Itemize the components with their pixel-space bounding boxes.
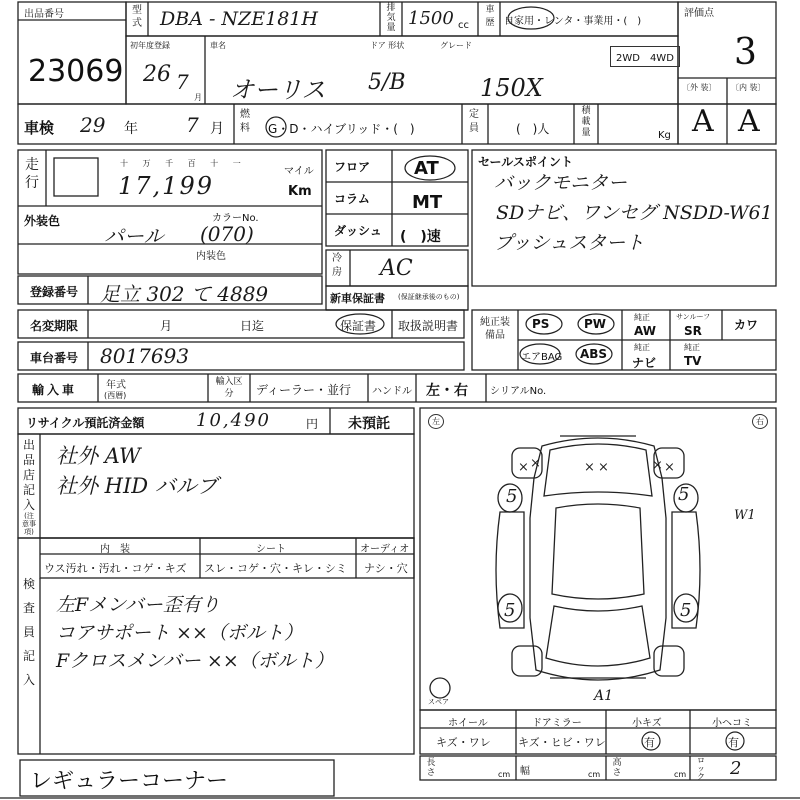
wheel-value: キズ・ワレ <box>436 736 491 749</box>
equip-aw: AW <box>634 324 656 338</box>
sales-point-line-3: プッシュスタート <box>494 232 645 254</box>
model-code: DBA - NZE181H <box>160 8 318 30</box>
at-circle-mark <box>402 153 458 183</box>
sales-point-label: セールスポイント <box>478 155 573 169</box>
equip-ps: PS <box>532 317 550 331</box>
fuel-options: G・D・ハイブリッド・( ) <box>268 122 415 136</box>
mark-x-hood-2: × <box>598 460 609 475</box>
exterior-color-label: 外装色 <box>24 214 61 228</box>
warranty-label: 新車保証書 <box>330 292 385 305</box>
first-reg-month: 7 <box>176 70 189 94</box>
grade-label: グレード <box>440 41 472 50</box>
small-scratch-head: 小キズ <box>632 718 662 729</box>
inspection-label: 車検 <box>24 119 55 137</box>
exterior-grade-label: 〔外 装〕 <box>682 83 717 92</box>
car-name: オーリス <box>230 76 326 104</box>
exterior-grade: A <box>692 104 714 139</box>
equip-sunroof-top: サンルーフ <box>676 313 711 321</box>
car-name-label: 車名 <box>210 41 226 50</box>
recycle-unit: 円 <box>306 417 319 431</box>
mirror-value: キズ・ヒビ・ワレ <box>518 736 606 749</box>
grade-value: 150X <box>480 74 543 102</box>
seller-note-line-2: 社外 HID バルブ <box>56 474 218 498</box>
door-label: ドア 形状 <box>370 41 405 50</box>
lot-number-label: 出品番号 <box>24 9 64 20</box>
interior-grade: A <box>738 104 760 139</box>
height-label: 高さ <box>612 758 622 778</box>
seller-note-line-1: 社外 AW <box>56 444 141 468</box>
mark-x-front-left: × <box>518 460 529 475</box>
lock-label: ロック <box>697 756 705 781</box>
import-model-year-sub: (西暦) <box>104 391 127 400</box>
inspection-year-unit: 年 <box>124 121 138 137</box>
first-reg-month-unit: 月 <box>194 93 202 102</box>
corner-label: レギュラーコーナー <box>30 769 229 794</box>
interior-col3: ナシ・穴 <box>364 562 408 575</box>
inspector-line-1: 左Fメンバー歪有り <box>56 594 220 616</box>
equip-navi-top: 純正 <box>634 343 650 352</box>
lot-number: 23069 <box>28 54 124 89</box>
capacity-label: 定員 <box>469 109 479 134</box>
diagram-right-label: 右 <box>752 414 768 429</box>
exterior-color-value: パール <box>104 224 164 248</box>
owner-manual: 取扱説明書 <box>398 319 459 333</box>
length-label: 長さ <box>426 758 436 778</box>
interior-grade-label: 〔内 装〕 <box>731 83 766 92</box>
capacity-value: ( )人 <box>516 122 550 136</box>
equip-sr: SR <box>684 324 702 338</box>
mileage-digit-caption: 十 万 千 百 十 一 <box>120 159 247 168</box>
equip-airbag: エアBAG <box>521 352 563 363</box>
seller-notes-label: 出品店記入 <box>22 438 35 512</box>
ac-value: AC <box>380 256 413 281</box>
equip-aw-top: 純正 <box>634 313 650 322</box>
mark-5-left-front: 5 <box>506 486 518 507</box>
height-unit: cm <box>674 770 687 779</box>
equipment-label: 純正装備品 <box>480 317 510 341</box>
model-code-label: 型式 <box>132 5 142 29</box>
fuel-label: 燃料 <box>240 109 250 134</box>
mark-w: W1 <box>734 508 756 523</box>
equipment-circle-marks <box>518 308 628 372</box>
inspector-line-3: Fクロスメンバー ××（ボルト） <box>56 650 334 672</box>
displacement-unit: cc <box>458 20 469 31</box>
handle-options: 左・右 <box>426 383 468 399</box>
diagram-left-label: 左 <box>428 414 444 429</box>
first-reg-year: 26 <box>143 62 171 87</box>
mark-x-hood-1: × <box>584 460 595 475</box>
bottom-table-circle-marks <box>420 729 776 755</box>
color-code-value: (070) <box>200 222 254 246</box>
equip-pw: PW <box>584 317 607 331</box>
mark-x-front-right: × <box>652 458 663 473</box>
score-label: 評価点 <box>684 8 714 19</box>
name-change-label: 名変期限 <box>30 319 79 333</box>
inspector-label: 検査員記入 <box>22 577 35 687</box>
interior-col1-head: 内 装 <box>100 544 130 555</box>
import-dealer: ディーラー・並行 <box>256 383 352 397</box>
interior-col2: スレ・コゲ・穴・キレ・シミ <box>204 562 347 575</box>
load-unit: Kg <box>658 130 671 141</box>
registration-label: 登録番号 <box>30 285 79 299</box>
interior-col3-head: オーディオ <box>360 544 410 555</box>
wheel-head: ホイール <box>448 718 488 729</box>
import-label: 輸入車 <box>32 383 78 397</box>
registration-value: 足立 302 て 4889 <box>100 282 269 306</box>
mark-5-right-rear: 5 <box>680 600 692 621</box>
color-code-label: カラーNo. <box>212 213 259 224</box>
equip-leather: カワ <box>734 318 759 332</box>
mark-a: A1 <box>594 688 614 704</box>
ac-label: 冷房 <box>332 253 342 278</box>
recycle-label: リサイクル預託済金額 <box>26 416 145 430</box>
mileage-value: 17,199 <box>118 172 214 200</box>
width-unit: cm <box>588 770 601 779</box>
inspection-month-unit: 月 <box>210 121 224 137</box>
warranty-circle-mark <box>334 311 386 337</box>
sales-point-line-2: SDナビ、ワンセグ NSDD-W61 <box>496 202 773 224</box>
inspection-year: 29 <box>80 113 106 137</box>
interior-color-label: 内装色 <box>196 251 226 262</box>
recycle-status: 未預託 <box>348 416 390 432</box>
chassis-value: 8017693 <box>100 344 190 368</box>
lock-value: 2 <box>730 758 742 779</box>
first-reg-label: 初年度登録 <box>130 41 170 50</box>
small-dent-head: 小ヘコミ <box>712 718 752 729</box>
mark-x-front-right-2: × <box>664 460 675 475</box>
interior-col1: ウス汚れ・汚れ・コゲ・キズ <box>44 562 187 575</box>
mileage-unit: Km <box>288 184 312 199</box>
mirror-head: ドアミラー <box>532 718 582 729</box>
fuel-circle-mark <box>264 115 288 139</box>
mark-5-left-rear: 5 <box>504 600 516 621</box>
score-value: 3 <box>734 32 757 73</box>
sales-point-line-1: バックモニター <box>494 172 628 194</box>
door-value: 5/B <box>368 70 406 95</box>
import-type-label: 輸入区分 <box>215 377 243 399</box>
import-model-year-label: 年式 <box>106 380 126 391</box>
chassis-label: 車台番号 <box>30 351 79 365</box>
interior-col2-head: シート <box>256 544 286 555</box>
speed-label: ( )速 <box>400 229 441 245</box>
mt-label: MT <box>412 192 443 213</box>
inspection-month: 7 <box>186 113 199 137</box>
shift-floor-label: フロア <box>334 160 371 174</box>
warranty-sub: (保証継承後のもの) <box>398 293 460 301</box>
drive-options: 2WD 4WD <box>610 46 680 67</box>
seller-notes-sub: (注意事項) <box>22 512 36 536</box>
equip-abs: ABS <box>580 347 608 361</box>
name-change-month: 月 <box>160 319 173 333</box>
spare-label: スペア <box>428 698 449 706</box>
usage-circle-mark <box>505 4 557 32</box>
small-scratch-value: 有 <box>644 736 655 749</box>
usage-options: 自家用・レンタ・事業用・( ) <box>504 16 642 27</box>
shift-column-label: コラム <box>334 192 370 206</box>
width-label: 幅 <box>520 766 530 777</box>
mark-5-right-front: 5 <box>678 484 690 505</box>
recycle-value: 10,490 <box>196 410 271 431</box>
equip-tv: TV <box>684 354 702 368</box>
mark-x-front-left-2: × <box>530 456 541 471</box>
displacement-label: 排気量 <box>386 3 396 33</box>
usage-label: 車歴 <box>485 5 495 28</box>
shift-dash-label: ダッシュ <box>334 224 382 238</box>
warranty-book: 保証書 <box>340 319 377 333</box>
equip-tv-top: 純正 <box>684 343 700 352</box>
at-label: AT <box>414 158 439 179</box>
load-label: 積載量 <box>581 106 591 138</box>
length-unit: cm <box>498 770 511 779</box>
equip-navi: ナビ <box>632 356 657 370</box>
serial-label: シリアルNo. <box>490 386 547 397</box>
mileage-unit-mile: マイル <box>284 166 314 177</box>
name-change-day: 日迄 <box>240 319 265 333</box>
handle-label: ハンドル <box>372 386 412 397</box>
small-dent-value: 有 <box>728 736 739 749</box>
displacement-value: 1500 <box>408 8 454 29</box>
inspector-line-2: コアサポート ××（ボルト） <box>56 622 303 644</box>
car-diagram <box>420 408 776 710</box>
mileage-label: 走行 <box>25 157 39 191</box>
